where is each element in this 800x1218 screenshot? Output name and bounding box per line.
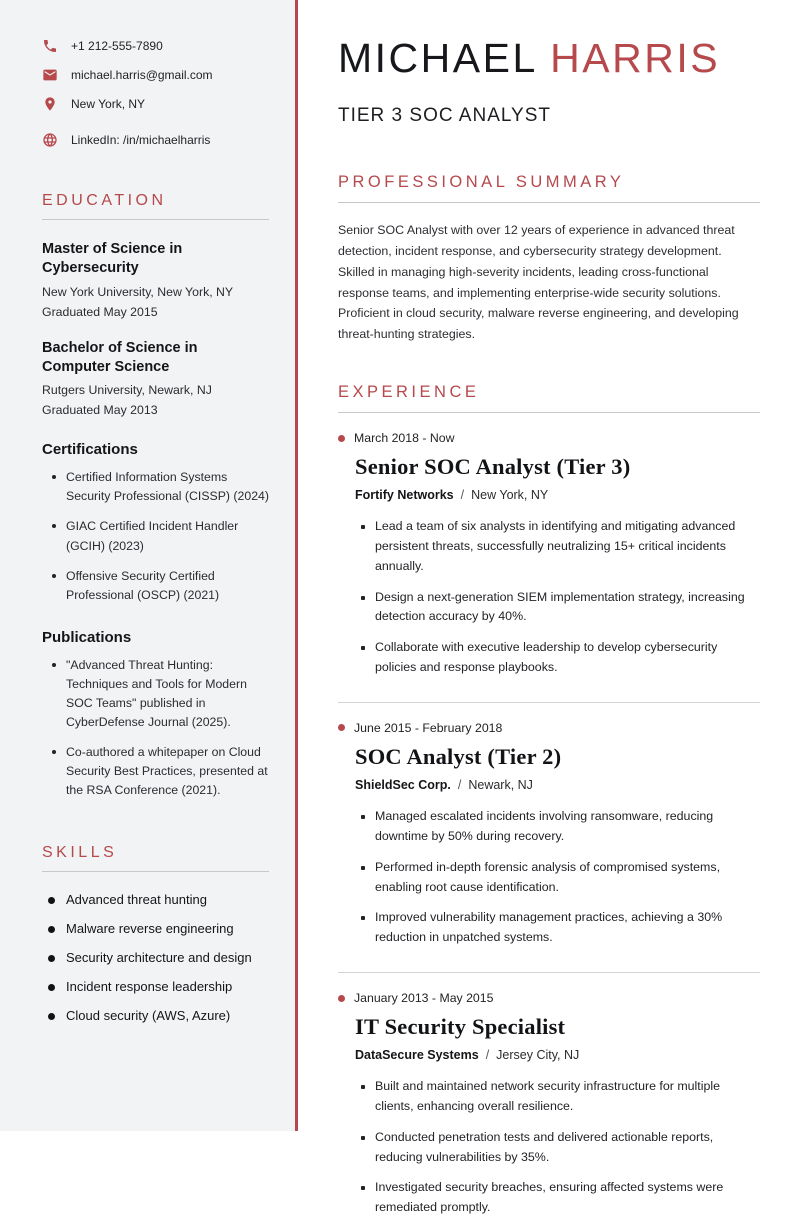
education-rule — [42, 219, 269, 220]
education-entry — [42, 240, 269, 319]
job-entry — [338, 991, 760, 1218]
contact-location-text: New York, NY — [71, 97, 146, 111]
job-dates-row — [338, 991, 760, 1005]
contact-linkedin-text: LinkedIn: /in/michaelharris — [71, 133, 211, 147]
date-dot-icon — [338, 995, 345, 1002]
summary-heading: PROFESSIONAL SUMMARY — [338, 173, 625, 192]
job-bullet: Improved vulnerability management practices, achieving a 30% reduction in unpatched systems. — [375, 908, 760, 948]
job-bullet-list — [338, 1077, 760, 1218]
skill-item: Security architecture and design — [66, 950, 269, 965]
date-dot-icon — [338, 724, 345, 731]
job-divider — [338, 972, 760, 973]
contact-phone — [42, 38, 269, 54]
degree-name: Master of Science in Cybersecurity — [42, 241, 183, 276]
company-row — [355, 1048, 760, 1062]
certifications-list — [42, 468, 269, 604]
graduation-date: Graduated May 2015 — [42, 304, 158, 319]
job-location: New York, NY — [471, 488, 549, 503]
publications-heading: Publications — [42, 628, 132, 646]
contact-phone-text: +1 212-555-7890 — [71, 39, 163, 53]
job-bullet-list — [338, 517, 760, 678]
contact-location — [42, 96, 269, 112]
experience-rule — [338, 412, 760, 413]
skill-item: Incident response leadership — [66, 979, 269, 994]
date-dot-icon — [338, 435, 345, 442]
person-name — [338, 36, 760, 81]
job-dates-row — [338, 721, 760, 735]
last-name: HARRIS — [550, 35, 721, 81]
skills-rule — [42, 871, 269, 872]
company-row — [355, 488, 760, 502]
job-entry — [338, 721, 760, 948]
summary-rule — [338, 202, 760, 203]
job-bullet: Design a next-generation SIEM implementation strategy, increasing detection accuracy by 40%. — [375, 588, 760, 628]
degree-name: Bachelor of Science in Computer Science — [42, 339, 198, 375]
education-heading: EDUCATION — [42, 192, 167, 209]
contact-linkedin — [42, 132, 269, 148]
email-icon — [42, 67, 58, 83]
job-dates: January 2013 - May 2015 — [354, 991, 494, 1006]
experience-section — [338, 383, 760, 1218]
summary-section — [338, 173, 760, 345]
job-title: Senior SOC Analyst (Tier 3) — [355, 454, 631, 480]
list-item: Certified Information Systems Security Professional (CISSP) (2024) — [66, 468, 269, 506]
location-pin-icon — [42, 96, 58, 112]
job-title-header: TIER 3 SOC ANALYST — [338, 105, 551, 127]
job-bullet-list — [338, 807, 760, 948]
skill-item: Cloud security (AWS, Azure) — [66, 1008, 269, 1023]
job-bullet: Built and maintained network security infrastructure for multiple clients, enhancing overall resilience. — [375, 1077, 760, 1117]
school-name: Rutgers University, Newark, NJ — [42, 383, 212, 398]
skill-item: Advanced threat hunting — [66, 892, 269, 907]
job-divider — [338, 702, 760, 703]
summary-text: Senior SOC Analyst with over 12 years of experience in advanced threat detection, incident response, and cybersecurity strategy development. Skilled in managing high-severity incidents, leading cross-functional response teams, and implementing enterprise-wide security solutions. Proficient in cloud security, malware reverse engineering, and developing threat-hunting strategies. — [338, 223, 739, 342]
skill-item: Malware reverse engineering — [66, 921, 269, 936]
job-location: Newark, NJ — [468, 777, 533, 792]
job-bullet: Lead a team of six analysts in identifying and mitigating advanced persistent threats, successfully neutralizing 15+ critical incidents annually. — [375, 517, 760, 577]
contact-email — [42, 67, 269, 83]
school-name: New York University, New York, NY — [42, 284, 234, 299]
phone-icon — [42, 38, 58, 54]
job-dates-row — [338, 431, 760, 445]
list-item: Co-authored a whitepaper on Cloud Security Best Practices, presented at the RSA Conference (2021). — [66, 743, 269, 800]
job-bullet: Conducted penetration tests and delivered actionable reports, reducing vulnerabilities by 35%. — [375, 1128, 760, 1168]
job-dates: June 2015 - February 2018 — [354, 720, 503, 735]
certifications-heading: Certifications — [42, 441, 138, 459]
skills-list — [42, 892, 269, 1023]
company-name: ShieldSec Corp. — [355, 777, 451, 792]
job-entry — [338, 431, 760, 678]
job-title: IT Security Specialist — [355, 1014, 566, 1040]
main-content — [298, 0, 800, 1215]
list-item: GIAC Certified Incident Handler (GCIH) (2023) — [66, 517, 269, 555]
globe-icon — [42, 132, 58, 148]
graduation-date: Graduated May 2013 — [42, 403, 158, 418]
job-bullet: Performed in-depth forensic analysis of compromised systems, enabling root cause identification. — [375, 858, 760, 898]
job-dates: March 2018 - Now — [354, 431, 455, 446]
skills-heading: SKILLS — [42, 843, 118, 861]
job-location: Jersey City, NJ — [496, 1048, 580, 1063]
job-bullet: Investigated security breaches, ensuring affected systems were remediated promptly. — [375, 1178, 760, 1218]
publications-list — [42, 656, 269, 800]
job-title: SOC Analyst (Tier 2) — [355, 743, 562, 769]
job-bullet: Managed escalated incidents involving ransomware, reducing downtime by 50% during recovery. — [375, 807, 760, 847]
job-bullet: Collaborate with executive leadership to develop cybersecurity policies and response playbooks. — [375, 638, 760, 678]
company-name: DataSecure Systems — [355, 1048, 479, 1063]
experience-heading: EXPERIENCE — [338, 383, 480, 402]
company-name: Fortify Networks — [355, 488, 454, 503]
company-row — [355, 778, 760, 792]
sidebar — [0, 0, 295, 1131]
company-separator: / — [485, 1048, 490, 1063]
first-name: MICHAEL — [338, 35, 537, 81]
contact-email-text: michael.harris@gmail.com — [71, 68, 213, 82]
list-item: Offensive Security Certified Professional (OSCP) (2021) — [66, 567, 269, 605]
company-separator: / — [460, 488, 465, 503]
company-separator: / — [457, 777, 462, 792]
list-item: "Advanced Threat Hunting: Techniques and Tools for Modern SOC Teams" published in CyberDefense Journal (2025). — [66, 656, 269, 732]
education-entry — [42, 339, 269, 418]
